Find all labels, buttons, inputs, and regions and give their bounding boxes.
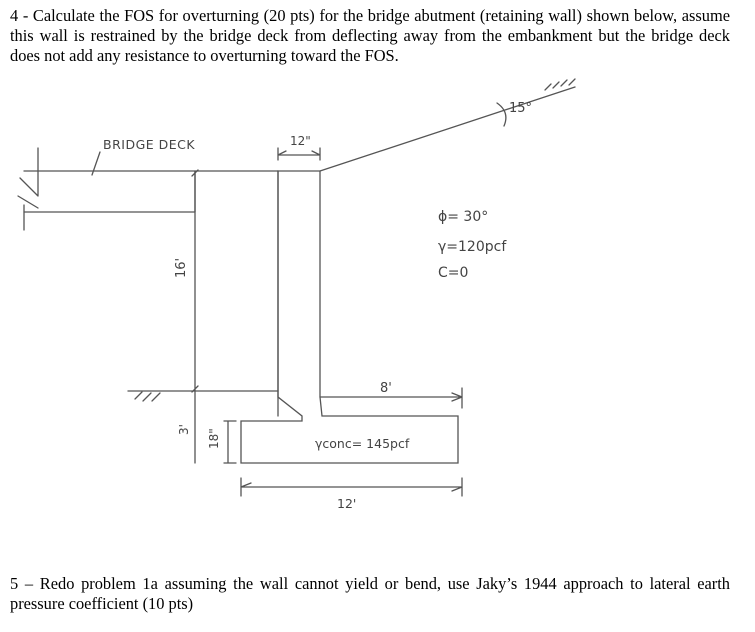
phi-label: ϕ= 30°	[438, 209, 489, 225]
wall-height-label: 16'	[174, 257, 189, 278]
ground-hatch	[135, 392, 160, 401]
stem-width-dimension	[278, 148, 320, 160]
backfill-slope-line	[320, 87, 575, 171]
slope-angle-label: 15°	[509, 101, 533, 116]
footing-width-dimension	[241, 478, 462, 496]
stem-width-label: 12"	[290, 134, 311, 148]
heel-length-label: 8'	[380, 381, 392, 396]
gamma-conc-label: γconc= 145pcf	[315, 436, 410, 451]
retaining-wall-diagram	[0, 75, 755, 515]
embedment-label: 3'	[177, 424, 191, 435]
problem-4-text: 4 - Calculate the FOS for overturning (20 pts) for the bridge abutment (retaining wall) shown below, assume this wall is restrained by the bridge deck from deflecting away from the embankment but the bridge deck does not add any resistance to overturning toward the FOS.	[10, 6, 730, 65]
gamma-label: γ=120pcf	[438, 239, 507, 255]
wall-height-dimension	[192, 170, 198, 463]
footing-width-label: 12'	[337, 496, 357, 511]
footing-thickness-label: 18"	[207, 428, 221, 449]
cohesion-label: C=0	[438, 265, 469, 281]
retaining-wall-outline	[241, 171, 458, 463]
footing-thickness-dimension	[224, 421, 236, 463]
slope-angle-arc	[497, 103, 506, 126]
problem-5-text: 5 – Redo problem 1a assuming the wall cannot yield or bend, use Jaky’s 1944 approach to lateral earth pressure coefficient (10 pts)	[10, 574, 730, 613]
deck-break-symbol	[18, 148, 38, 230]
bridge-deck	[24, 171, 278, 212]
deck-label: BRIDGE DECK	[103, 137, 196, 152]
